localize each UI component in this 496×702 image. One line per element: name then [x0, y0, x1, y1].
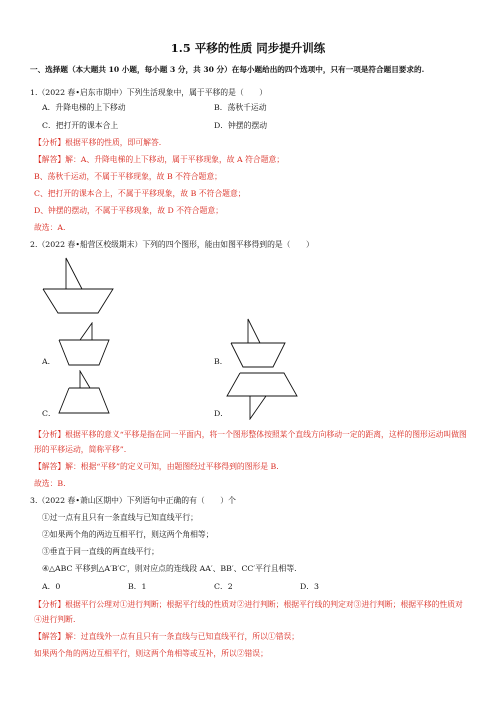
q1-stem: 1.（2022 春•启东市期中）下列生活现象中，属于平移的是（ ）: [30, 88, 268, 97]
q1-option-c: C．把打开的课本合上: [42, 121, 119, 130]
q1-solution-b: B、荡秋千运动，不属于平移现象，故 B 不符合题意；: [34, 172, 222, 181]
q1-option-a: A．升降电梯的上下移动: [42, 103, 126, 112]
q2-option-a: A．: [42, 357, 56, 366]
q3-option-d: D．3: [300, 582, 320, 591]
q2-stem: 2.（2022 春•船营区校级期末）下列的四个图形，能由如图平移得到的是（ ）: [30, 240, 314, 249]
q2-answer: 故选：B.: [34, 479, 66, 488]
q1-solution-d: D、钟摆的摆动，不属于平移现象，故 D 不符合题意；: [34, 206, 223, 215]
q3-statement-3: ③垂直于同一直线的两直线平行；: [42, 547, 159, 556]
q1-analysis: 【分析】根据平移的性质，即可解答.: [34, 138, 162, 147]
q3-statement-4: ④△ABC 平移到△A′B′C′，则对应点的连线段 AA′、BB′、CC′平行且相等.: [42, 564, 297, 573]
section-heading: 一、选择题（本大题共 10 小题，每小题 3 分，共 30 分）在每小题给出的四个选项中，只有一项是符合题目要求的.: [30, 65, 425, 74]
q3-option-c: C．2: [214, 582, 233, 591]
q1-solution: 【解答】解：A、升降电梯的上下移动，属于平移现象，故 A 符合题意；: [34, 155, 285, 164]
q2-option-b: B．: [214, 357, 228, 366]
q3-stem: 3.（2022 春•萧山区期中）下列语句中正确的有（ ）个: [30, 496, 236, 505]
q2-option-c: C．: [42, 409, 56, 418]
q1-option-b: B．荡秋千运动: [214, 103, 267, 112]
q3-statement-1: ①过一点有且只有一条直线与已知直线平行；: [42, 513, 198, 522]
q2-option-b-figure: [230, 318, 286, 368]
q1-option-d: D．钟摆的摆动: [214, 121, 268, 130]
q3-solution: 【解答】解：过直线外一点有且只有一条直线与已知直线平行，所以①错误；: [34, 632, 300, 641]
q3-solution-2: 如果两个角的两边互相平行，则这两个角相等或互补，所以②错误；: [34, 649, 268, 658]
q1-answer: 故选：A.: [34, 223, 66, 232]
q2-analysis: 【分析】根据平移的意义“平移是指在同一平面内，将一个图形整体按照某个直线方向移动一定的距离，这样的图形运动叫做图形的平移运动，简称平移”.: [34, 430, 467, 454]
q3-analysis: 【分析】根据平行公理对①进行判断；根据平行线的性质对②进行判断；根据平行线的判定对③进行判断；根据平移的性质对④进行判断.: [34, 600, 463, 624]
q3-statement-2: ②如果两个角的两边互相平行，则这两个角相等；: [42, 530, 214, 539]
q3-option-b: B．1: [128, 582, 147, 591]
q2-solution: 【解答】解：根据“平移”的定义可知，由题图经过平移得到的图形是 B.: [34, 462, 279, 471]
q1-solution-c: C、把打开的课本合上，不属于平移现象，故 B 不符合题意；: [34, 189, 246, 198]
q2-option-d-figure: [226, 372, 298, 420]
page-title: 1.5 平移的性质 同步提升训练: [170, 41, 326, 55]
q2-reference-figure: [42, 256, 114, 314]
q3-option-a: A．0: [42, 582, 61, 591]
q2-option-a-figure: [58, 322, 110, 366]
q2-option-d: D．: [214, 409, 229, 418]
q2-option-c-figure: [58, 370, 110, 414]
